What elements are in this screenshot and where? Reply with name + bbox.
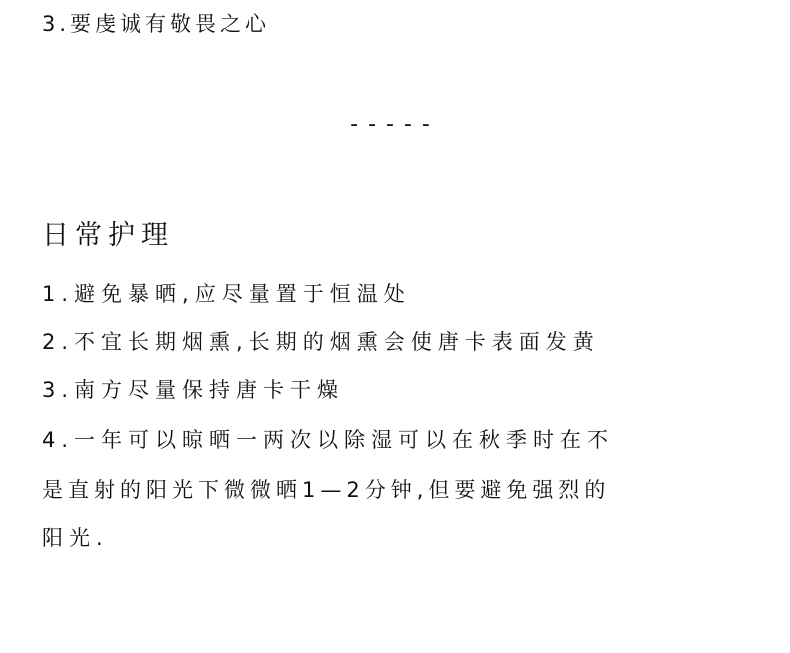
daily-care-item-1: 1.避免暴晒,应尽量置于恒温处 xyxy=(42,282,411,306)
daily-care-item-4-line-2: 是直射的阳光下微微晒1—2分钟,但要避免强烈的 xyxy=(42,478,611,502)
daily-care-item-3: 3.南方尽量保持唐卡干燥 xyxy=(42,378,345,402)
previous-section-item-3: 3.要虔诚有敬畏之心 xyxy=(42,12,271,36)
daily-care-heading: 日常护理 xyxy=(42,220,174,251)
daily-care-item-2: 2.不宜长期烟熏,长期的烟熏会使唐卡表面发黄 xyxy=(42,330,600,354)
daily-care-item-4-line-1: 4.一年可以晾晒一两次以除湿可以在秋季时在不 xyxy=(42,428,615,452)
section-divider: ----- xyxy=(350,112,440,137)
daily-care-item-4-line-3: 阳光. xyxy=(42,526,109,550)
